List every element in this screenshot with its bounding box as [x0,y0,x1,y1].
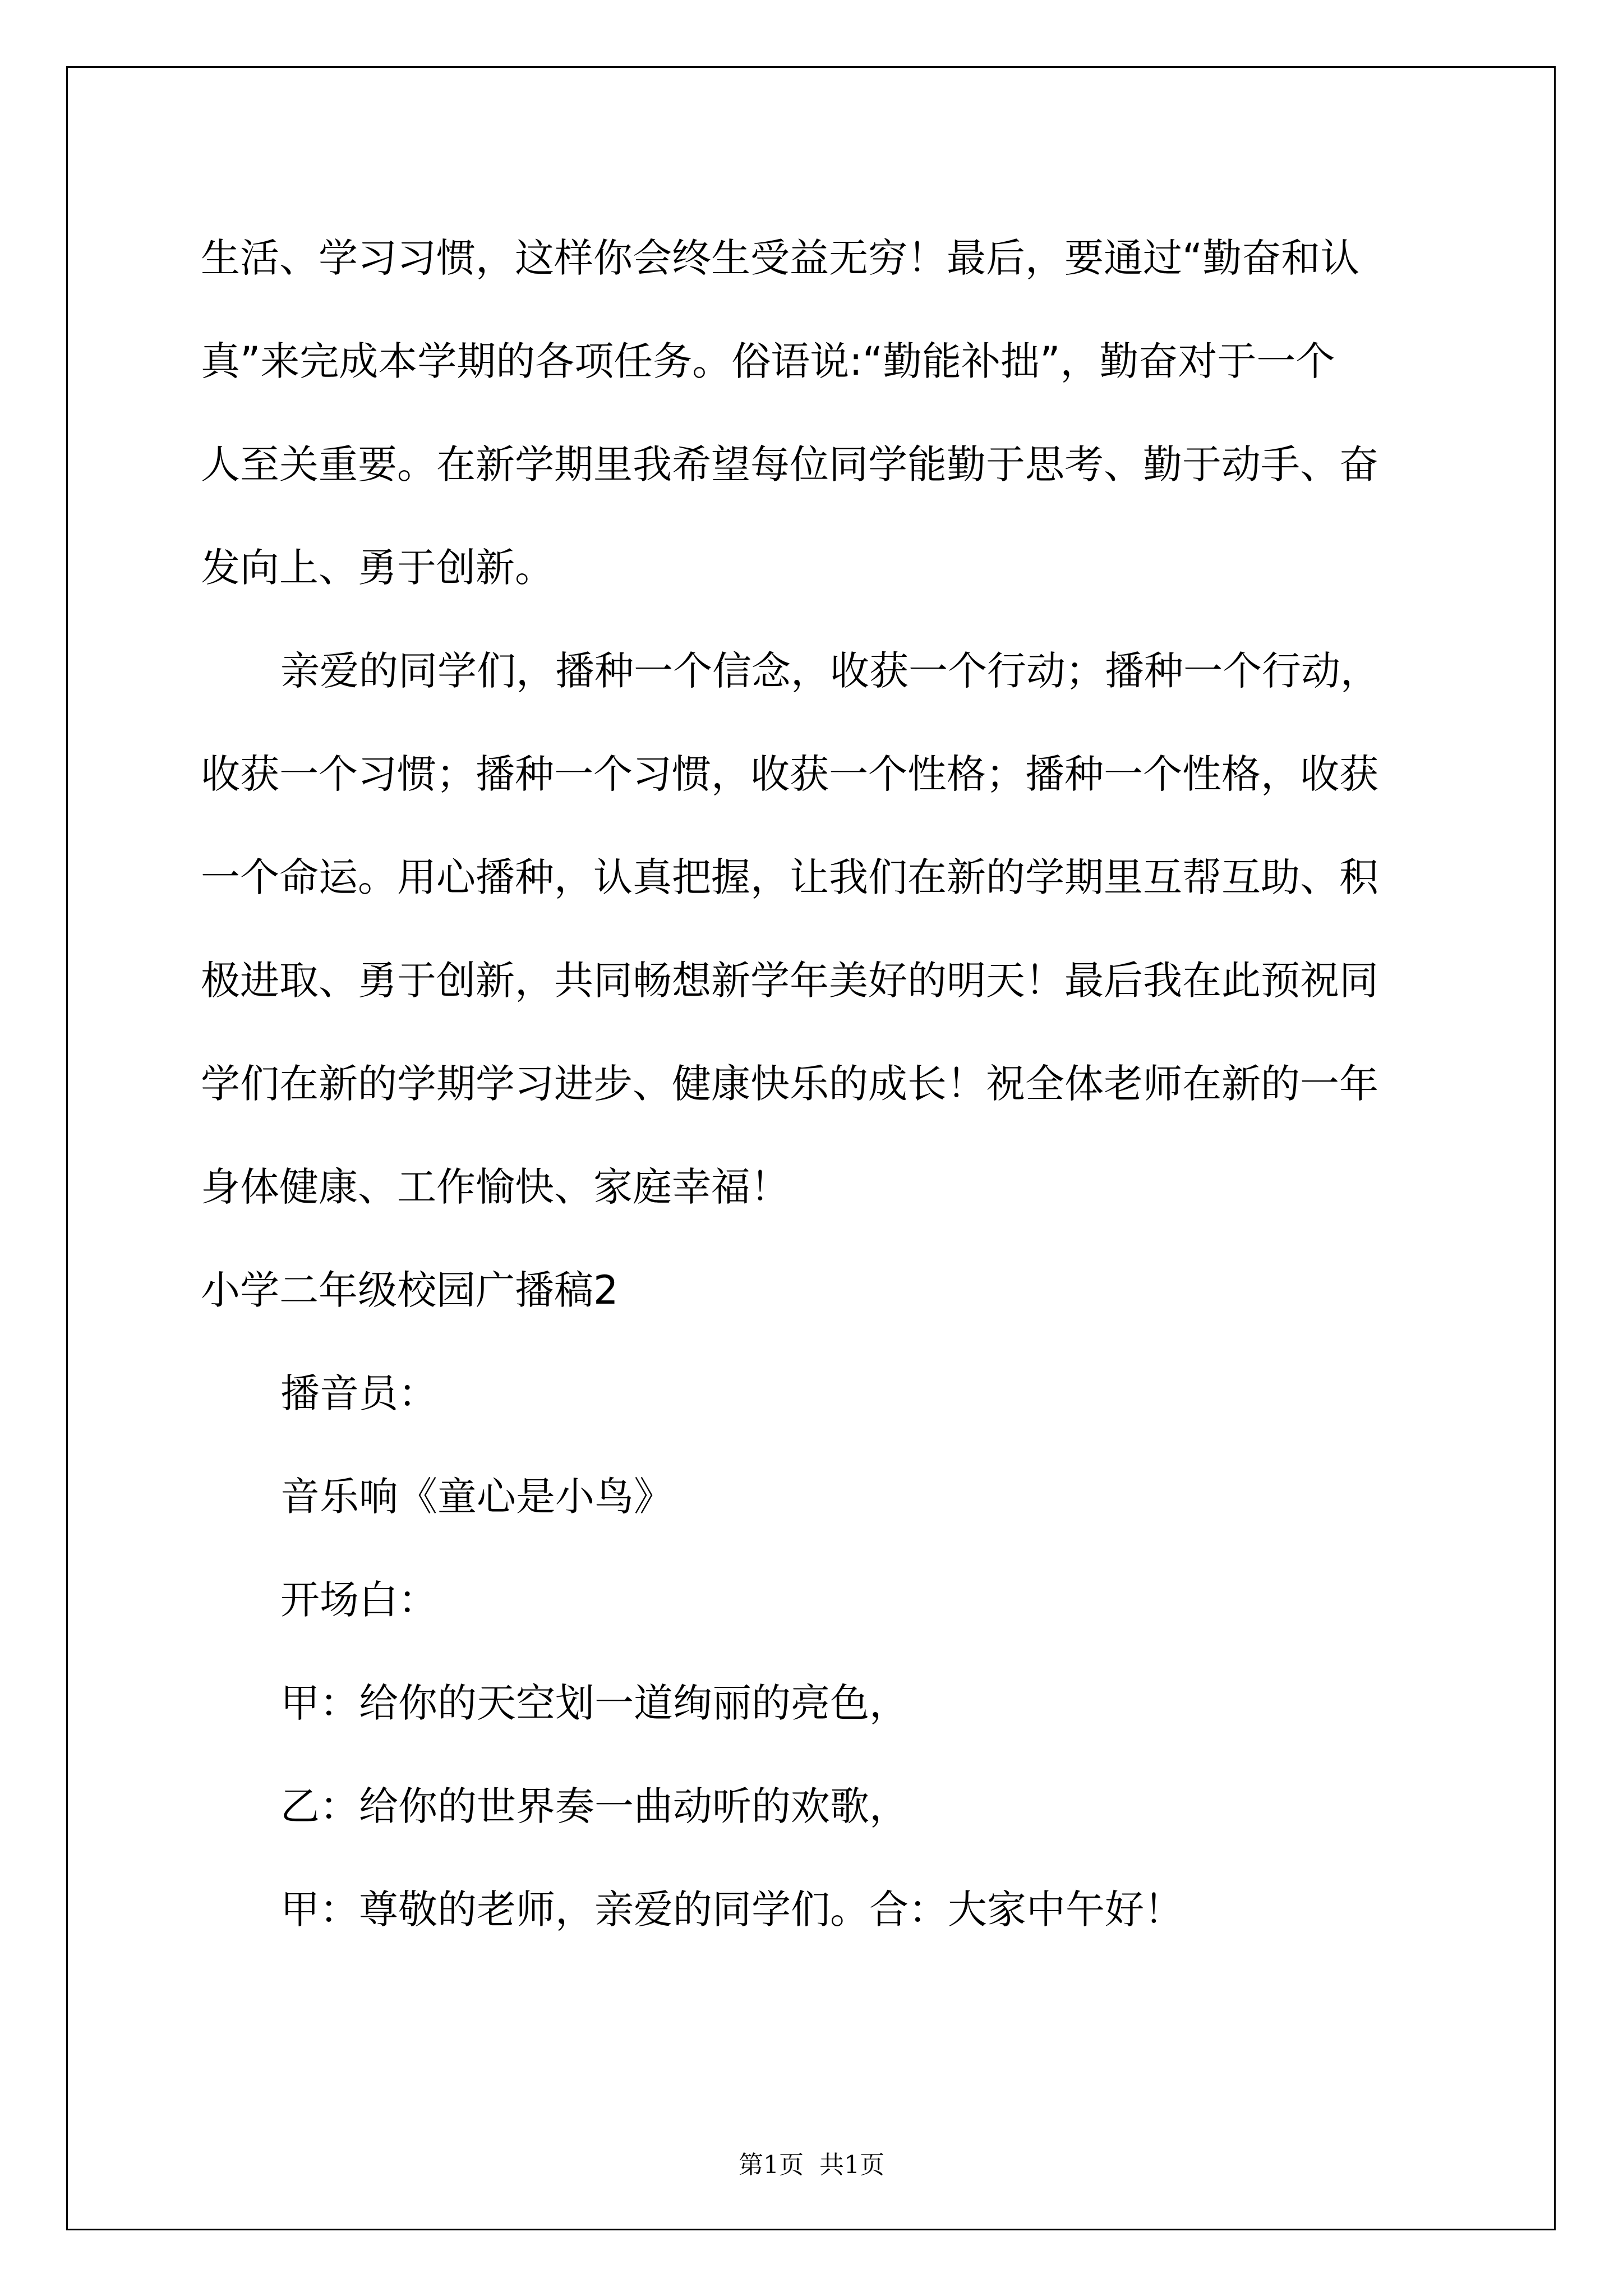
body-line-8: 极进取、勇于创新，共同畅想新学年美好的明天！最后我在此预祝同 [201,958,1378,1004]
body-line-17: 甲：尊敬的老师，亲爱的同学们。合：大家中午好！ [280,1887,1183,1932]
body-line-16: 乙：给你的世界奏一曲动听的欢歌， [280,1783,909,1829]
body-line-9: 学们在新的学期学习进步、健康快乐的成长！祝全体老师在新的一年 [201,1061,1378,1107]
body-line-14: 开场白： [280,1577,437,1623]
document-body [201,206,1435,1961]
body-line-3: 人至关重要。在新学期里我希望每位同学能勤于思考、勤于动手、奋 [201,441,1378,487]
page-footer [0,2148,1623,2182]
page-total: 共1页 [819,2151,884,2179]
body-line-2: 真”来完成本学期的各项任务。俗语说:“勤能补拙”，勤奋对于一个 [201,338,1335,384]
body-line-5: 亲爱的同学们，播种一个信念，收获一个行动；播种一个行动， [280,648,1380,694]
body-line-10: 身体健康、工作愉快、家庭幸福！ [201,1164,790,1210]
page-number: 第1页 [739,2151,804,2179]
body-line-4: 发向上、勇于创新。 [201,545,554,591]
body-line-7: 一个命运。用心播种，认真把握，让我们在新的学期里互帮互助、积 [201,854,1378,900]
section-heading: 小学二年级校园广播稿2 [201,1267,619,1313]
body-line-1: 生活、学习习惯，这样你会终生受益无穷！最后，要通过“勤奋和认 [201,235,1360,281]
body-line-13: 音乐响《童心是小鸟》 [280,1474,673,1520]
body-line-12: 播音员： [280,1370,437,1416]
body-line-15: 甲：给你的天空划一道绚丽的亮色， [280,1680,909,1726]
body-line-6: 收获一个习惯；播种一个习惯，收获一个性格；播种一个性格，收获 [201,751,1378,797]
